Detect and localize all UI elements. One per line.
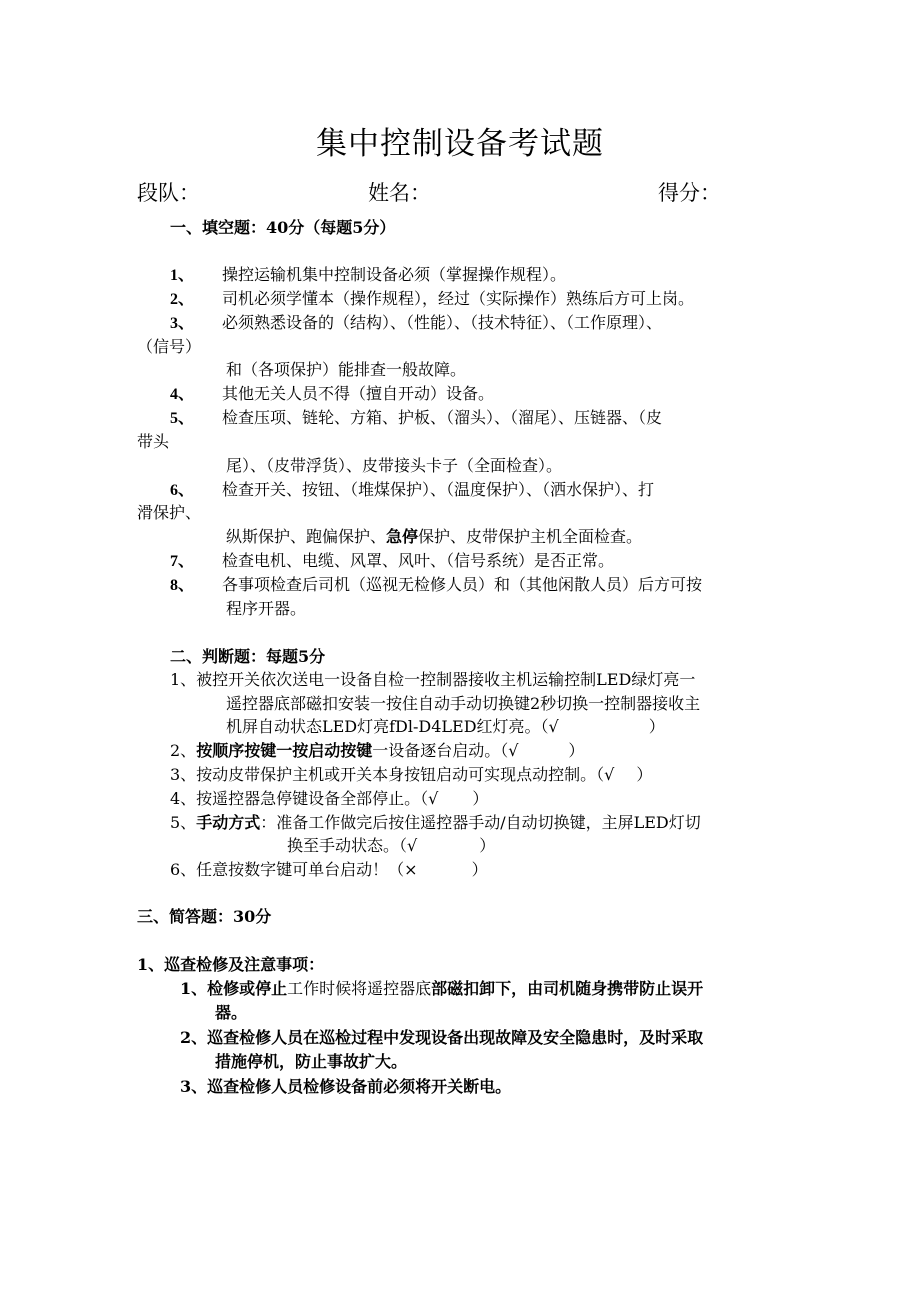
fill-item-8-cont: 程序开器。 — [226, 599, 307, 618]
answer-item-2-cont: 措施停机，防止事故扩大。 — [215, 1052, 408, 1071]
page-title: 集中控制设备考试题 — [316, 126, 604, 162]
short-answer-q1: 1、巡查检修及注意事项： — [137, 955, 325, 974]
fill-item-5: 5、 检查压项、链轮、方箱、护板、（溜头）、（溜尾）、压链器、（皮 — [170, 408, 663, 427]
judge-item-6: 6、任意按数字键可单台启动！（× ） — [170, 860, 488, 879]
judge-item-5: 5、手动方式：准备工作做完后按住遥控器手动/自动切换键，主屏LED灯切 — [170, 813, 701, 832]
judge-item-3: 3、按动皮带保护主机或开关本身按钮启动可实现点动控制。（√ ） — [170, 765, 653, 784]
answer-item-3: 3、巡查检修人员检修设备前必须将开关断电。 — [180, 1077, 512, 1096]
judge-item-1-cont: 遥控器底部磁扣安装一按住自动手动切换键2秒切换一控制器接收主 — [226, 694, 701, 713]
fill-item-3-wrap: （信号） — [137, 337, 202, 356]
judge-item-4: 4、按遥控器急停键设备全部停止。（√ ） — [170, 789, 489, 808]
section3-heading: 三、简答题：30分 — [137, 907, 272, 926]
fill-item-5-wrap: 带头 — [137, 432, 170, 451]
fill-item-8: 8、 各事项检查后司机（巡视无检修人员）和（其他闲散人员）后方可按 — [170, 575, 703, 594]
judge-item-1-cont2: 机屏自动状态LED灯亮fDl-D4LED红灯亮。（√ ） — [226, 717, 665, 736]
score-label: 得分： — [658, 181, 721, 205]
name-label: 姓名： — [368, 181, 431, 205]
fill-item-5-cont: 尾）、（皮带浮货）、皮带接头卡子（全面检查）。 — [226, 456, 563, 475]
fill-item-3-cont: 和（各项保护）能排查一般故障。 — [226, 360, 467, 379]
judge-item-1: 1、被控开关依次送电一设备自检一控制器接收主机运输控制LED绿灯亮一 — [170, 670, 696, 689]
section2-heading: 二、判断题：每题5分 — [170, 647, 326, 666]
judge-item-2: 2、按顺序按键一按启动按键一设备逐台启动。（√ ） — [170, 741, 585, 760]
team-label: 段队： — [137, 181, 200, 205]
judge-item-5-cont: 换至手动状态。（√ ） — [287, 836, 496, 855]
fill-item-2: 2、 司机必须学懂本（操作规程），经过（实际操作）熟练后方可上岗。 — [170, 289, 695, 308]
fill-item-1: 1、 操控运输机集中控制设备必须（掌握操作规程）。 — [170, 265, 567, 284]
fill-item-6: 6、 检查开关、按钮、（堆煤保护）、（温度保护）、（洒水保护）、打 — [170, 480, 655, 499]
fill-item-6-cont: 纵斯保护、跑偏保护、急停保护、皮带保护主机全面检查。 — [226, 527, 643, 546]
fill-item-3: 3、 必须熟悉设备的（结构）、（性能）、（技术特征）、（工作原理）、 — [170, 313, 663, 332]
section1-heading: 一、填空题：40分（每题5分） — [170, 218, 396, 237]
fill-item-6-wrap: 滑保护、 — [137, 503, 202, 522]
fill-item-4: 4、 其他无关人员不得（擅自开动）设备。 — [170, 384, 495, 403]
answer-item-1-cont: 器。 — [215, 1003, 248, 1022]
fill-item-7: 7、 检查电机、电缆、风罩、风叶、（信号系统）是否正常。 — [170, 551, 615, 570]
answer-item-2: 2、巡查检修人员在巡检过程中发现设备出现故障及安全隐患时，及时采取 — [180, 1028, 704, 1047]
answer-item-1: 1、检修或停止工作时候将遥控器底部磁扣卸下，由司机随身携带防止误开 — [180, 979, 704, 998]
